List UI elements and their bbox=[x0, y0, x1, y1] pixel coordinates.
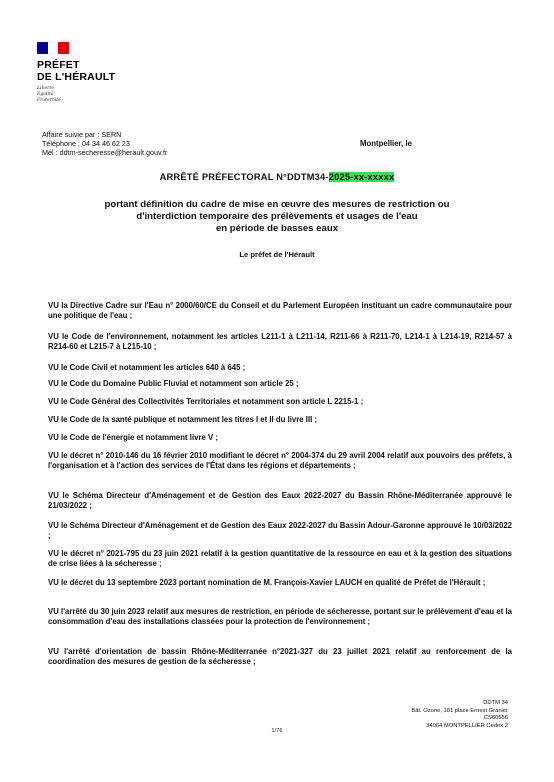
vu-item: VU le Code du Domaine Public Fluvial et notamment son article 25 ; bbox=[48, 379, 299, 388]
republic-motto bbox=[37, 86, 147, 104]
contact-block bbox=[42, 130, 167, 157]
vu-item: VU le Schéma Directeur d'Aménagement et de Gestion des Eaux 2022-2027 du Bassin Adour-Garonne approuvé le 10/03/2022 ; bbox=[48, 521, 512, 540]
email: Mél : ddtm-secheresse@herault.gouv.fr bbox=[42, 148, 168, 157]
document-subtitle bbox=[60, 199, 494, 235]
footer-address bbox=[411, 700, 508, 730]
prefecture-logo bbox=[37, 42, 147, 104]
vu-item: VU l'arrêté d'orientation de bassin Rhône-Méditerranée n°2021-327 du 23 juillet 2021 relatif au renforcement de la coordination des mesures de gestion de la sécheresse ; bbox=[48, 647, 512, 666]
vu-item: VU le Code Général des Collectivités Territoriales et notamment son article L 2215-1 ; bbox=[48, 397, 364, 406]
title-number-highlight: 2025-xx-xxxxx bbox=[328, 172, 395, 182]
flag-red-band bbox=[58, 42, 69, 54]
vu-item: VU le Code de la santé publique et notamment les titres I et II du livre III ; bbox=[48, 415, 318, 424]
telephone: Téléphone : 04 34 46 62 23 bbox=[42, 139, 130, 148]
vu-item: VU le Schéma Directeur d'Aménagement et de Gestion des Eaux 2022-2027 du Bassin Rhône-Méditerranée approuvé le 21/03/2022 ; bbox=[48, 491, 512, 510]
subtitle-line-2: d'interdiction temporaire des prélèvements et usages de l'eau bbox=[136, 211, 418, 222]
logo-line-2: DE L'HÉRAULT bbox=[37, 71, 116, 83]
vu-item: VU le décret n° 2021-795 du 23 juin 2021 relatif à la gestion quantitative de la ressource en eau et à la gestion des situations de crise liées à la sécheresse ; bbox=[48, 549, 512, 568]
prefet-line: Le préfet de l'Hérault bbox=[239, 250, 315, 259]
motto-egalite: Égalité bbox=[37, 92, 54, 97]
logo-line-1: PRÉFET bbox=[37, 59, 80, 71]
affaire-suivie: Affaire suivie par : SERN bbox=[42, 130, 122, 139]
footer-line-2: Bât. Ozone, 181 place Ernest Granier bbox=[411, 707, 508, 714]
subtitle-line-3: en période de basses eaux bbox=[215, 223, 339, 234]
flag-blue-band bbox=[37, 42, 48, 54]
place-date: Montpellier, le bbox=[360, 139, 412, 148]
footer-line-1: DDTM 34 bbox=[483, 700, 508, 706]
footer-line-3: CS60556 bbox=[483, 715, 508, 722]
footer-line-4: 34064 MONTPELLIER Cedex 2 bbox=[426, 722, 508, 729]
motto-fraternite: Fraternité bbox=[37, 98, 61, 103]
french-flag-icon bbox=[37, 42, 69, 54]
vu-item: VU le décret du 13 septembre 2023 portant nomination de M. François-Xavier LAUCH en qualité de Préfet de l'Hérault ; bbox=[48, 578, 486, 587]
document-title bbox=[0, 172, 554, 182]
vu-item: VU le Code de l'environnement, notamment les articles L211-1 à L211-14, R211-66 à R211-70, L214-1 à L214-19, R214-57 à R214-60 et L215-7 à L215-10 ; bbox=[48, 332, 512, 351]
vu-item: VU le décret n° 2010-146 du 16 février 2010 modifiant le décret n° 2004-374 du 29 avril 2004 relatif aux pouvoirs des préfets, à l'organisation et à l'action des services de l'État dans les régions et départements ; bbox=[48, 451, 512, 470]
vu-item: VU le Code Civil et notamment les articles 640 à 645 ; bbox=[48, 363, 246, 372]
flag-white-band bbox=[48, 42, 59, 54]
title-prefix: ARRÊTÉ PRÉFECTORAL N°DDTM34- bbox=[159, 172, 329, 182]
vu-item: VU le Code de l'énergie et notamment livre V ; bbox=[48, 433, 218, 442]
motto-liberte: Liberté bbox=[37, 86, 54, 91]
page-number: 1/76 bbox=[271, 728, 283, 734]
vu-item: VU la Directive Cadre sur l'Eau n° 2000/60/CE du Conseil et du Parlement Européen instituant un cadre communautaire pour une politique de l'eau ; bbox=[48, 301, 512, 320]
subtitle-line-1: portant définition du cadre de mise en œuvre des mesures de restriction ou bbox=[104, 199, 450, 210]
vu-item: VU l'arrêté du 30 juin 2023 relatif aux mesures de restriction, en période de sécheresse, portant sur le prélèvement d'eau et la consommation d'eau des installations classées pour la protection de l'environnement ; bbox=[48, 607, 512, 626]
